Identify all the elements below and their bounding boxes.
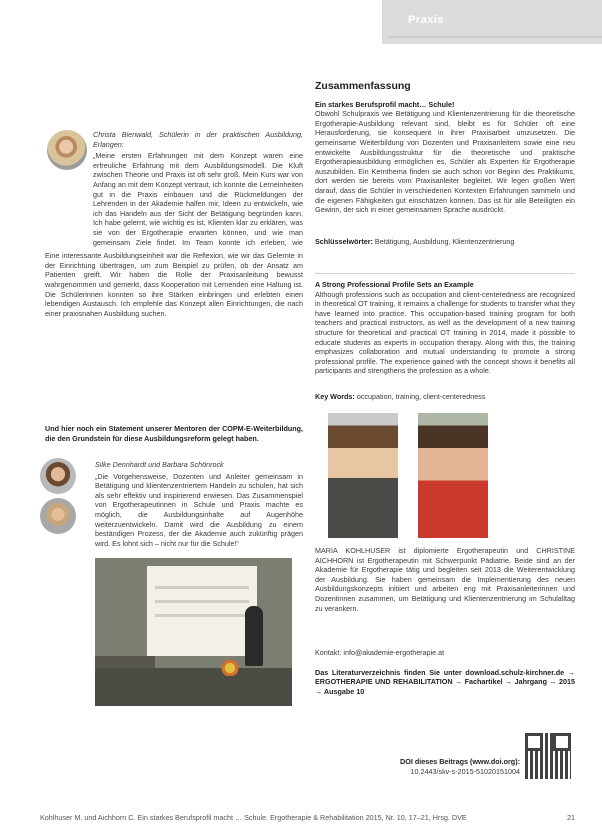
page-footer [40,813,575,822]
quote-block-1 [45,130,303,386]
abstract-text: Although professions such as occupation and client-centeredness are recognized in theoretical OT training, it remains a challenge for students to transfer what they have learned into practice. This occupation-based training program for both teachers and practical instructors, as well as the development of a new training structure for theoretical and practical OT training in 2014, made it possible to educate students as experts in occupation therapy. Along with this, the training emphasizes collaboration and mutual understanding to promote a strong professional profile. The experience gained with the concept shows it benefits all participants and strengthens the profession as a whole. [315,289,575,376]
footer-citation: Kohlhuser M. und Aichhorn C. Ein starkes Berufsprofil macht … Schule. Ergotherapie & Rehabilitation 2015, Nr. 10, 17–21, Hrsg. DVE [40,813,467,822]
keywords-value: Betätigung, Ausbildung, Klientenzentrierung [374,237,515,247]
qr-code [525,733,571,779]
mentor-quote: „Die Vorgehensweise, Dozenten und Anleiter gemeinsam in Betätigung und klientenzentriertem Handeln zu schulen, hat sich als sehr effektiv und inspirierend erwiesen. Das Zusammenspiel von Ergotherapeutinnen in Schule und Praxis machte es möglich, die Ausbildungsinhalte auf Augenhöhe weiterzuentwickeln. Damit wird die Ausbildung zu einem beständigen Prozess, der die Akademie auch zukünftig prägen wird. Es lohnt sich – nicht nur für die Schule!“ [95,471,303,548]
quote-block-2 [45,460,303,552]
summary-text: Obwohl Schulpraxis wie Betätigung und Klientenzentrierung für die theoretische Ergotherapie-Ausbildung relevant sind, bleibt es für Schüler oft eine Herausforderung, sie konsequent in ihrer Praxisarbeit umzusetzen. Die gemeinsame Weiterbildung von Dozenten und Praxisanleitern sowie eine neu entwickelte Ausbildungsstruktur für die theoretische und praktische Ergotherapieausbildung ermöglichen es, Schüler als Experten für Ergotherapie auszubilden. Ein Kernthema finden sie auch schon vor Beginn des Praktikums, dort werden sie bereits vom Praxisanleiter begleitet. Wir legen großen Wert darauf, dass die Schüler in verschiedenen Kontexten Erfahrungen sammeln und die eigenen Fähigkeiten gut einschätzen können. Das ist für alle Beteiligten ein Gewinn, der sich in einer gemeinsamen Sprache ausdrückt. [315,109,575,215]
english-keywords-label: Key Words: [315,391,355,401]
contact-line: Kontakt: info@akademie-ergotherapie.at [315,648,445,657]
english-keywords-line [315,392,575,402]
doi-label: DOI dieses Beitrags (www.doi.org): [400,757,520,766]
quote-text-continued: Eine interessante Ausbildungseinheit war die Reflexion, wie wir das Gelernte in der Einrichtung übertragen, um zum Beispiel zu prüfen, ob der Ansatz am Patienten greift. Wir haben die Rolle der Praxisanleitung bewusst wahrgenommen und gemerkt, dass Kooperation mit Lernenden eine Haltung ist. Die Schülerinnen konnten so ihre Stärken einbringen und erlebten einen lebendigen Austausch. Ich empfehle das Konzept allen Einrichtungen, die nach einer praxisnahen Ausbildung suchen. [45,251,303,318]
summary-heading: Zusammenfassung [315,80,411,92]
projection-screen [147,566,257,656]
summary-subtitle: Ein starkes Berufsprofil macht… Schule! [315,99,455,109]
statement-intro: Und hier noch ein Statement unserer Mentoren der COPM-E-Weiterbildung, die den Grundstein für diese Ausbildungsreform gelegt haben. [45,424,303,443]
english-keywords-value: occupation, training, client-centeredness [356,391,486,401]
quote-author: Christa Bienwald, Schülerin in der praktischen Ausbildung, Erlangen: [93,130,303,149]
abstract-title: A Strong Professional Profile Sets an Example [315,280,474,289]
author-photo-aichhorn [418,413,488,538]
divider [315,273,575,274]
keywords-label: Schlüsselwörter: [315,237,373,247]
doi-block [330,757,520,776]
mentor-names: Silke Dennhardt und Barbara Schönrock [95,460,224,469]
author-photo-kohlhuser [328,413,398,538]
keywords-line [315,237,575,247]
summary-section [315,82,575,247]
statement-block [45,424,303,443]
flower-decoration [215,660,245,676]
bio-text: MARIA KOHLHUSER ist diplomierte Ergotherapeutin und CHRISTINE AICHHORN ist Ergotherapeutin mit Schwerpunkt Pädiatrie. Beide sind an der Akademie für Ergotherapie tätig und begleiten seit 2013 die Weiterentwicklung der Ausbildung. Sie haben gemeinsam die Implementierung des neuen Ausbildungskonzepts initiiert und arbeiten eng mit Praxisanleiterinnen und Dozentinnen zusammen, um Betätigung und Klientenzentrierung im Schulalltag zu verankern. [315,546,575,613]
doi-value: 10.2443/skv-s-2015-51020151004 [410,766,520,776]
literature-note: Das Literaturverzeichnis finden Sie unter download.schulz-kirchner.de → ERGOTHERAPIE UND REHABILITATION → Fachartikel → Jahrgang → 2015 → Ausgabe 10 [315,667,575,696]
workshop-photo [95,558,292,706]
author-bio [315,546,575,696]
presenter-figure [245,606,263,666]
presentation-table [95,668,292,706]
section-label: Praxis [408,14,445,26]
abstract-section [315,280,575,401]
page-number: 21 [567,813,575,822]
quote-text: „Meine ersten Erfahrungen mit dem Konzept waren eine erfreuliche Erfahrung mit dem Ausbildungsmodell. Die Kluft zwischen Theorie und Praxis ist oft sehr groß. Mein Kurs war von Anfang an mit dem Konzept vertraut, ich konnte die Lerneinheiten gut in die Praxis einbauen und die Rückmeldungen der Lehrenden in der Akademie halfen mir, Ideen zu entwickeln, wie ich das Handeln aus der Sicht der Betätigung begründen kann. Ich habe gelernt, wie wichtig es ist, Klienten klar zu erklären, was sie von der Ergotherapie erwarten können, und wie man gemeinsam Ziele findet. Im Team konnte ich erleben, wie [93,151,303,247]
